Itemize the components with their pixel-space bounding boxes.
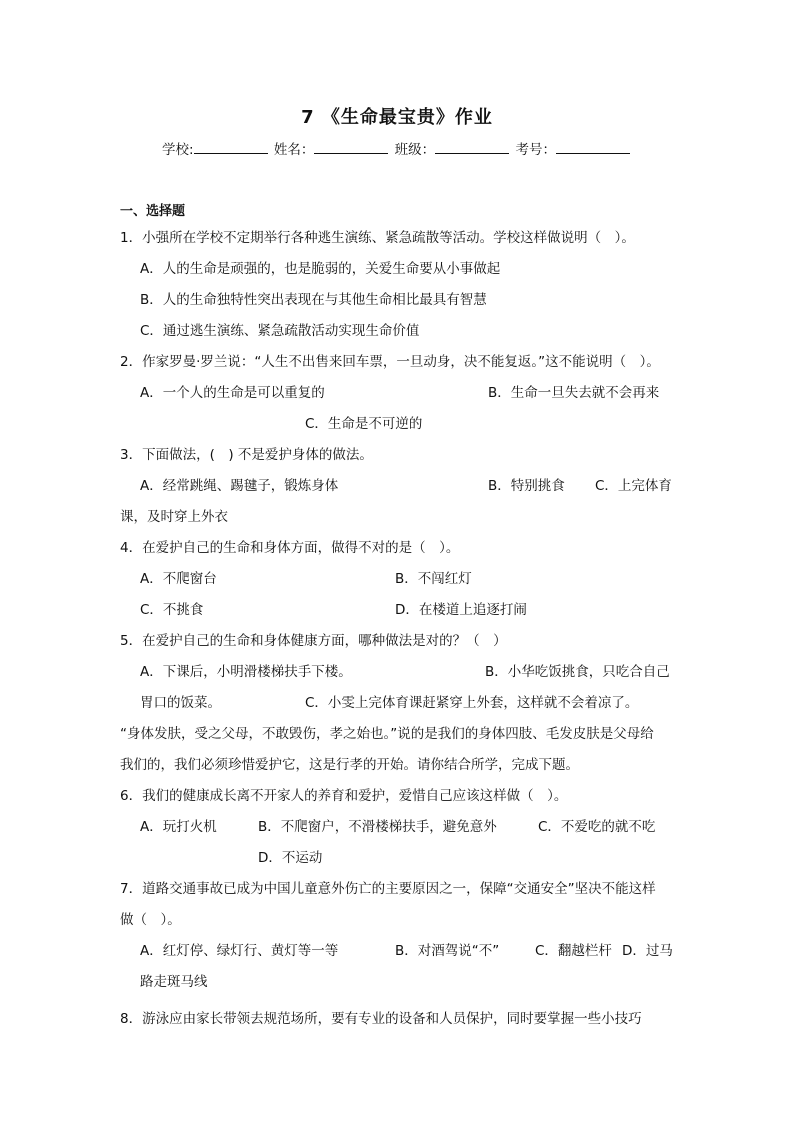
q3-option-a: A．经常跳绳、踢毽子，锻炼身体	[140, 478, 339, 494]
q5-option-a: A．下课后，小明滑楼梯扶手下楼。	[140, 664, 352, 680]
q4-option-a: A．不爬窗台	[140, 571, 217, 587]
q2-option-a: A．一个人的生命是可以重复的	[140, 385, 325, 401]
q6-option-d: D．不运动	[258, 850, 323, 866]
q1-stem: 1．小强所在学校不定期举行各种逃生演练、紧急疏散等活动。学校这样做说明（ ）。	[120, 230, 635, 246]
q3-option-c: C．上完体育	[595, 478, 672, 494]
q7-stem-line-2: 做（ ）。	[120, 912, 181, 928]
q7-option-d-continued: 路走斑马线	[140, 974, 208, 990]
q7-option-b: B．对酒驾说“不”	[395, 943, 500, 959]
q1-option-a: A．人的生命是顽强的，也是脆弱的，关爱生命要从小事做起	[140, 261, 501, 277]
q4-stem: 4．在爱护自己的生命和身体方面，做得不对的是（ ）。	[120, 540, 460, 556]
q4-option-c: C．不挑食	[140, 602, 204, 618]
q2-stem: 2．作家罗曼·罗兰说：“人生不出售来回车票，一旦动身，决不能复返。”这不能说明（ ）。	[120, 354, 660, 370]
q6-stem: 6．我们的健康成长离不开家人的养育和爱护，爱惜自己应该这样做（ ）。	[120, 788, 568, 804]
q2-option-c: C．生命是不可逆的	[305, 416, 423, 432]
q4-option-d: D．在楼道上追逐打闹	[395, 602, 527, 618]
number-label: 考号：	[515, 142, 556, 158]
q6-option-a: A．玩打火机	[140, 819, 217, 835]
q1-option-b: B．人的生命独特性突出表现在与其他生命相比最具有智慧	[140, 292, 487, 308]
q5-option-c: C．小雯上完体育课赶紧穿上外套，这样就不会着凉了。	[305, 695, 639, 711]
q2-option-b: B．生命一旦失去就不会再来	[488, 385, 660, 401]
number-blank	[556, 141, 630, 154]
q5-option-b: B．小华吃饭挑食，只吃合自己	[485, 664, 670, 680]
q6-option-b: B．不爬窗户，不滑楼梯扶手，避免意外	[258, 819, 497, 835]
passage-line-1: “身体发肤，受之父母，不敢毁伤，孝之始也。”说的是我们的身体四肢、毛发皮肤是父母给	[120, 726, 654, 742]
q3-option-b: B．特别挑食	[488, 478, 565, 494]
q4-option-b: B．不闯红灯	[395, 571, 472, 587]
q7-option-a: A．红灯停、绿灯行、黄灯等一等	[140, 943, 339, 959]
school-label: 学校:	[162, 142, 194, 158]
q7-option-c: C．翻越栏杆	[535, 943, 612, 959]
name-label: 姓名：	[273, 142, 315, 158]
q8-stem: 8．游泳应由家长带领去规范场所，要有专业的设备和人员保护，同时要掌握一些小技巧	[120, 1011, 642, 1027]
q1-option-c: C．通过逃生演练、紧急疏散活动实现生命价值	[140, 323, 420, 339]
q7-option-d: D．过马	[622, 943, 673, 959]
q5-option-b-continued: 胃口的饭菜。	[140, 695, 221, 711]
page-title: 7 《生命最宝贵》作业	[301, 107, 493, 128]
passage-line-2: 我们的，我们必须珍惜爱护它，这是行孝的开始。请你结合所学，完成下题。	[120, 757, 579, 773]
section-heading: 一、选择题	[120, 204, 186, 219]
name-blank	[314, 141, 388, 154]
student-info-row	[0, 138, 794, 158]
class-label: 班级：	[394, 142, 436, 158]
q3-stem: 3．下面做法，( ) 不是爱护身体的做法。	[120, 447, 373, 463]
q6-option-c: C．不爱吃的就不吃	[538, 819, 656, 835]
class-blank	[435, 141, 509, 154]
school-blank	[194, 141, 268, 154]
q3-option-c-continued: 课，及时穿上外衣	[120, 509, 228, 525]
q7-stem-line-1: 7．道路交通事故已成为中国儿童意外伤亡的主要原因之一，保障“交通安全”坚决不能这样	[120, 881, 656, 897]
q5-stem: 5．在爱护自己的生命和身体健康方面，哪种做法是对的？（ ）	[120, 633, 507, 649]
